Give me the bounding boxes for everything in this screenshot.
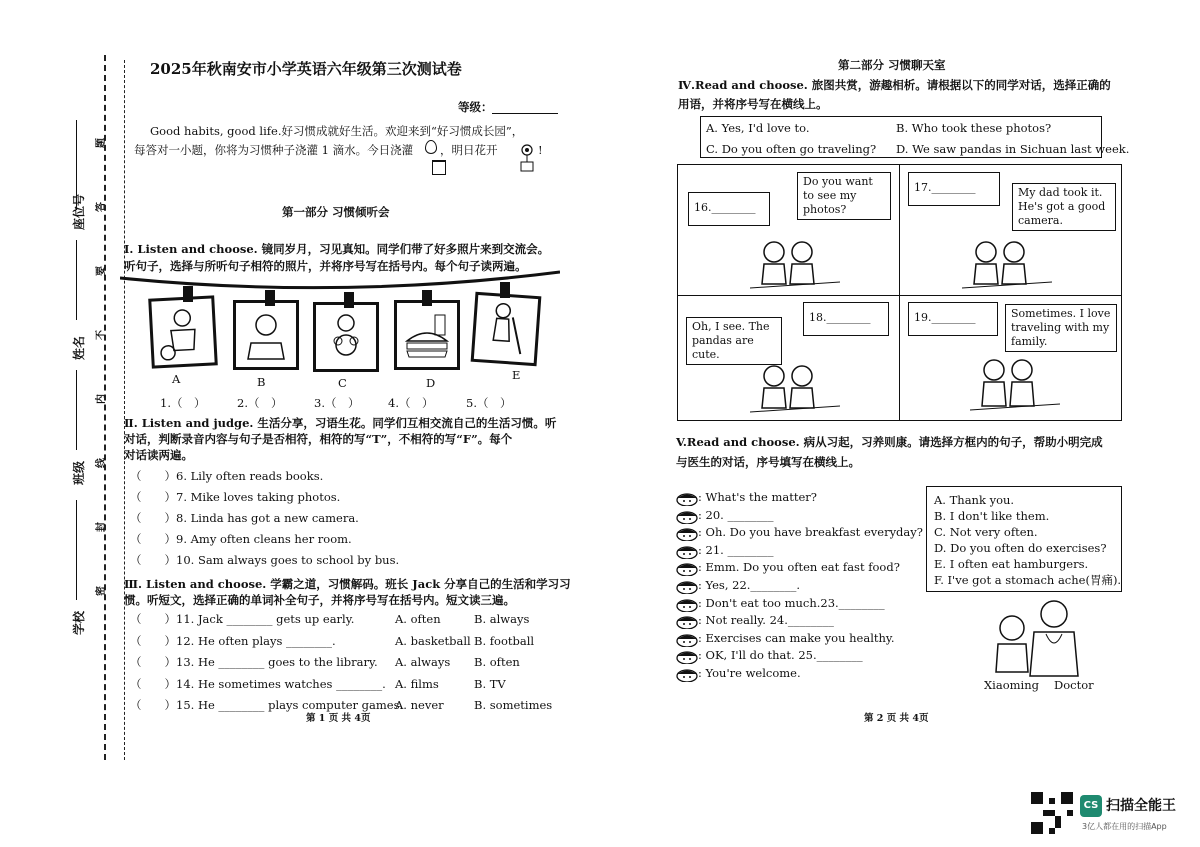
- side-char-6: 线: [96, 458, 107, 468]
- sec2-item-9[interactable]: （ ）9. Amy often cleans her room.: [130, 532, 352, 546]
- comic-slot-18[interactable]: 18.________: [803, 302, 889, 336]
- comic-slot-16[interactable]: 16.________: [688, 192, 770, 226]
- sec4-option-c: C. Do you often go traveling?: [706, 142, 877, 156]
- side-char-8: 密: [96, 586, 107, 596]
- sec3-b-14[interactable]: B. TV: [474, 677, 506, 691]
- sec3-a-14[interactable]: A. films: [395, 677, 439, 691]
- speaker-face-icon: [676, 491, 698, 510]
- side-char-7: 封: [96, 522, 107, 532]
- sec4-line-1: Ⅳ.Read and choose. 旅图共赏，游趣相析。请根据以下的同学对话，选择正确的: [678, 78, 1111, 92]
- cs-logo-icon: CS: [1080, 795, 1102, 817]
- speaker-face-icon: [676, 632, 698, 651]
- dialogue-line[interactable]: : 20. ________: [698, 507, 774, 522]
- photo-letter-b: B: [257, 375, 266, 389]
- speaker-face-icon: [676, 561, 698, 580]
- page1-footer: 第 1 页 共 4页: [306, 713, 371, 724]
- photo-d: [394, 300, 460, 370]
- sec2-item-7[interactable]: （ ）7. Mike loves taking photos.: [130, 490, 341, 504]
- grade-label: 等级：: [458, 100, 493, 114]
- dialogue-line[interactable]: : 21. ________: [698, 542, 774, 557]
- photo-clip-a: [183, 286, 193, 302]
- comic-bubble-1: Do you want to see my photos?: [797, 172, 891, 220]
- sec5-line-2: 与医生的对话，序号填写在横线上。: [676, 455, 860, 469]
- sec3-q-15[interactable]: （ ）15. He ________ plays computer games.: [130, 698, 404, 712]
- sec2-item-8[interactable]: （ ）8. Linda has got a new camera.: [130, 511, 359, 525]
- binding-dash-line-outer: [104, 55, 106, 760]
- sec3-q-13[interactable]: （ ）13. He ________ goes to the library.: [130, 655, 378, 669]
- sec3-b-11[interactable]: B. always: [474, 612, 530, 626]
- label-doctor: Doctor: [1054, 678, 1094, 692]
- photo-clip-b: [265, 290, 275, 306]
- sec5-line-1: V.Read and choose. 病从习起，习养则康。请选择方框内的句子，帮助小明完成: [676, 435, 1103, 449]
- sec3-a-12[interactable]: A. basketball: [395, 634, 471, 648]
- photo-a: [148, 295, 218, 368]
- water-drop-icon: [425, 140, 437, 154]
- photo-letter-a: A: [172, 372, 181, 386]
- part1-title: 第一部分 习惯倾听会: [282, 205, 390, 219]
- photo-letter-d: D: [426, 376, 436, 390]
- comic-kids-4: [970, 356, 1060, 414]
- side-class-line: [76, 370, 77, 450]
- blooming-flower-icon: [518, 144, 536, 172]
- dialogue-line[interactable]: : Not really. 24.________: [698, 613, 834, 628]
- exclaim: !: [538, 143, 543, 157]
- side-char-4: 不: [96, 330, 107, 340]
- speaker-face-icon: [676, 649, 698, 668]
- intro-line-1: Good habits, good life.好习惯成就好生活。欢迎来到“好习惯成长园”，: [150, 124, 524, 138]
- side-char-3: 要: [96, 266, 107, 276]
- speaker-face-icon: [676, 509, 698, 528]
- sec2-item-6[interactable]: （ ）6. Lily often reads books.: [130, 469, 324, 483]
- grade-blank[interactable]: [492, 113, 558, 114]
- side-label-class: 班级: [72, 460, 86, 485]
- sec3-a-11[interactable]: A. often: [395, 612, 441, 626]
- sec3-b-15[interactable]: B. sometimes: [474, 698, 553, 712]
- speaker-face-icon: [676, 597, 698, 616]
- side-char-2: 答: [96, 202, 107, 212]
- sec2-line-3: 对话读两遍。: [124, 448, 193, 462]
- brand-name: 扫描全能王: [1106, 798, 1176, 814]
- side-label-school: 学校: [72, 610, 86, 635]
- brand-tagline: 3亿人都在用的扫描App: [1082, 822, 1167, 831]
- sec1-line-1: Ⅰ. Listen and choose. 镜同岁月，习见真知。同学们带了好多照片来到交流会。: [124, 242, 550, 256]
- answer-slot-5[interactable]: 5.（ ）: [466, 396, 512, 410]
- sec2-item-10[interactable]: （ ）10. Sam always goes to school by bus.: [130, 553, 400, 567]
- sec1-line-2: 听句子，选择与所听句子相符的照片，并将序号写在括号内。每个句子读两遍。: [124, 259, 527, 273]
- sec5-option-c: C. Not very often.: [934, 525, 1038, 539]
- binding-dash-line-inner: [124, 60, 125, 760]
- sec3-b-12[interactable]: B. football: [474, 634, 535, 648]
- sec3-a-13[interactable]: A. always: [395, 655, 451, 669]
- side-label-name: 姓名: [72, 335, 86, 360]
- comic-kids-1: [750, 236, 840, 292]
- comic-bubble-4: Sometimes. I love traveling with my family.: [1005, 304, 1117, 352]
- qr-code-image: [1031, 792, 1073, 834]
- sec4-option-b: B. Who took these photos?: [896, 121, 1052, 135]
- dialogue-line: : Oh. Do you have breakfast everyday?: [698, 525, 923, 540]
- sec5-option-b: B. I don't like them.: [934, 509, 1050, 523]
- photo-letter-e: E: [512, 368, 521, 382]
- comic-slot-17[interactable]: 17.________: [908, 172, 1000, 206]
- sec3-a-15[interactable]: A. never: [395, 698, 444, 712]
- answer-slot-3[interactable]: 3.（ ）: [314, 396, 360, 410]
- photo-c: [313, 302, 379, 372]
- comic-slot-19[interactable]: 19.________: [908, 302, 998, 336]
- speaker-face-icon: [676, 614, 698, 633]
- photo-clip-e: [500, 282, 510, 298]
- sec5-option-f: F. I've got a stomach ache(胃痛).: [934, 573, 1122, 587]
- sec3-q-11[interactable]: （ ）11. Jack ________ gets up early.: [130, 612, 355, 626]
- intro-line-2: 每答对一小题，你将为习惯种子浇灌 1 滴水。今日浇灌: [134, 143, 414, 157]
- speaker-face-icon: [676, 667, 698, 686]
- comic-bubble-3: Oh, I see. The pandas are cute.: [686, 317, 782, 365]
- sec4-option-d: D. We saw pandas in Sichuan last week.: [896, 142, 1130, 156]
- side-char-5: 内: [96, 394, 107, 404]
- sec3-q-14[interactable]: （ ）14. He sometimes watches ________.: [130, 677, 386, 691]
- side-label-seat: 座位号: [72, 193, 86, 230]
- sec3-q-12[interactable]: （ ）12. He often plays ________.: [130, 634, 336, 648]
- comic-kids-3: [750, 362, 840, 416]
- dialogue-line: : Exercises can make you healthy.: [698, 630, 895, 645]
- flower-pot-icon: [432, 160, 446, 175]
- sec5-option-d: D. Do you often do exercises?: [934, 541, 1107, 555]
- side-char-1: 题: [96, 138, 107, 148]
- sec2-line-1: Ⅱ. Listen and judge. 生活分享，习语生花。同学们互相交流自己的生活习惯。听: [124, 416, 557, 430]
- dialogue-line[interactable]: : OK, I'll do that. 25.________: [698, 648, 863, 663]
- photo-clip-d: [422, 290, 432, 306]
- dialogue-line: : What's the matter?: [698, 490, 817, 504]
- photo-clip-c: [344, 292, 354, 308]
- dialogue-line[interactable]: : Don't eat too much.23.________: [698, 595, 885, 610]
- comic-kids-2: [962, 236, 1052, 292]
- side-name-line: [76, 240, 77, 320]
- comic-bubble-2: My dad took it. He's got a good camera.: [1012, 183, 1116, 231]
- dialogue-line: : You're welcome.: [698, 666, 801, 680]
- speaker-face-icon: [676, 526, 698, 545]
- intro-line-2b: ，明日花开: [440, 143, 498, 157]
- sec3-line-2: 惯。听短文，选择正确的单词补全句子，并将序号写在括号内。短文读三遍。: [124, 593, 515, 607]
- dialogue-line: : Emm. Do you often eat fast food?: [698, 560, 900, 575]
- sec5-option-a: A. Thank you.: [934, 493, 1015, 507]
- photo-e: [471, 292, 542, 366]
- speaker-face-icon: [676, 544, 698, 563]
- side-seat-line: [76, 120, 77, 210]
- exam-title: 2025年秋南安市小学英语六年级第三次测试卷: [150, 60, 462, 78]
- page2-footer: 第 2 页 共 4页: [864, 713, 929, 724]
- dialogue-line[interactable]: : Yes, 22.________.: [698, 578, 801, 592]
- sec3-line-1: Ⅲ. Listen and choose. 学霸之道，习惯解码。班长 Jack 分享自己的生活和学习习: [124, 577, 571, 591]
- sec2-line-2: 对话，判断录音内容与句子是否相符，相符的写“T”，不相符的写“F”。每个: [124, 432, 513, 446]
- answer-slot-1[interactable]: 1.（ ）: [160, 396, 206, 410]
- answer-slot-2[interactable]: 2.（ ）: [237, 396, 283, 410]
- photo-b: [233, 300, 299, 370]
- side-school-line: [76, 500, 77, 600]
- sec4-option-a: A. Yes, I'd love to.: [706, 121, 810, 135]
- part2-title: 第二部分 习惯聊天室: [838, 58, 946, 72]
- sec4-line-2: 用语，并将序号写在横线上。: [678, 97, 828, 111]
- doctor-illustration: [1026, 596, 1082, 678]
- photo-letter-c: C: [338, 376, 347, 390]
- speaker-face-icon: [676, 579, 698, 598]
- label-xiaoming: Xiaoming: [984, 678, 1039, 692]
- answer-slot-4[interactable]: 4.（ ）: [388, 396, 434, 410]
- sec3-b-13[interactable]: B. often: [474, 655, 520, 669]
- sec5-option-e: E. I often eat hamburgers.: [934, 557, 1089, 571]
